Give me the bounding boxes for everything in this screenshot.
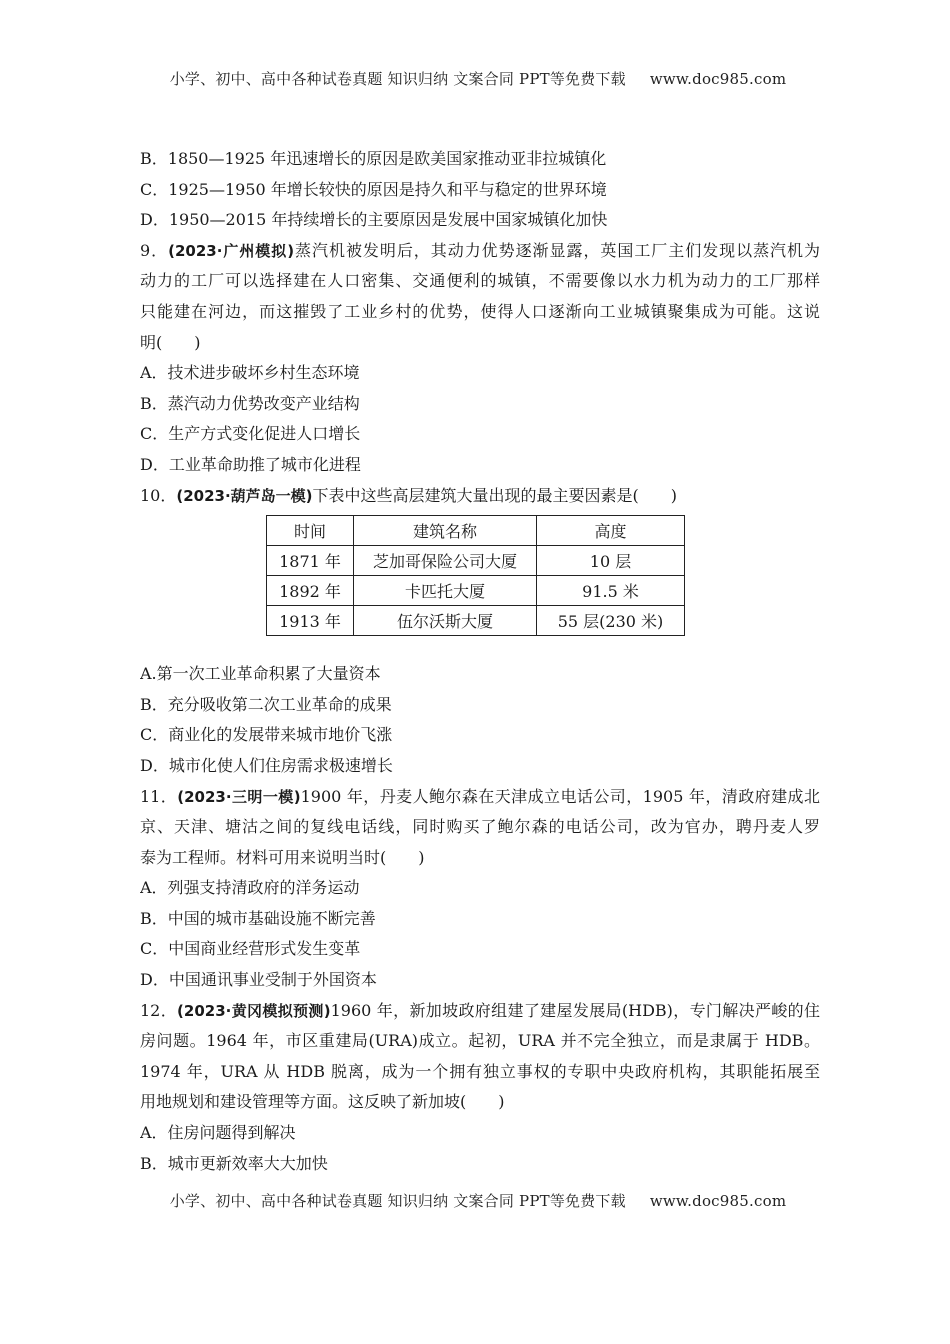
- q11-option-a: A．列强支持清政府的洋务运动: [140, 878, 360, 898]
- table-cell: 10 层: [537, 546, 685, 576]
- q11-number: 11．: [140, 786, 178, 806]
- q11-option-c: C．中国商业经营形式发生变革: [140, 939, 361, 959]
- header-text: 小学、初中、高中各种试卷真题 知识归纳 文案合同 PPT等免费下载: [169, 70, 626, 88]
- q9-option-a: A．技术进步破坏乡村生态环境: [140, 363, 360, 383]
- q8-option-c: C．1925—1950 年增长较快的原因是持久和平与稳定的世界环境: [140, 179, 607, 199]
- q12-source: (2023·黄冈模拟预测): [177, 1001, 331, 1020]
- q12-stem-line-1: [140, 996, 820, 1027]
- q11-source: (2023·三明一模): [177, 787, 301, 806]
- table-cell: 卡匹托大厦: [354, 576, 537, 606]
- q11-stem-line-1: [140, 782, 820, 813]
- q10-option-c: C．商业化的发展带来城市地价飞涨: [140, 725, 393, 745]
- q11-text-1: 1900 年，丹麦人鲍尔森在天津成立电话公司，1905 年，清政府建成北: [300, 786, 820, 806]
- buildings-table: [266, 515, 685, 636]
- table-cell: 芝加哥保险公司大厦: [354, 546, 537, 576]
- table-header-cell: 高度: [537, 516, 685, 546]
- q9-stem-line-2: 动力的工厂可以选择建在人口密集、交通便利的城镇，不需要像以水力机为动力的工厂那样: [140, 271, 820, 291]
- page-footer: [0, 1190, 950, 1211]
- q9-stem-line-3: 只能建在河边，而这摧毁了工业乡村的优势，使得人口逐渐向工业城镇聚集成为可能。这说: [140, 301, 820, 321]
- q12-option-b: B．城市更新效率大大加快: [140, 1153, 328, 1173]
- q9-text-1: 蒸汽机被发明后，其动力优势逐渐显露，英国工厂主们发现以蒸汽机为: [294, 240, 820, 260]
- q9-stem-line-4: 明( ): [140, 332, 201, 352]
- table-cell: 1871 年: [267, 546, 354, 576]
- q10-source: (2023·葫芦岛一模): [176, 486, 313, 505]
- q9-stem-line-1: [140, 236, 820, 267]
- q9-option-c: C．生产方式变化促进人口增长: [140, 424, 361, 444]
- q11-stem-line-2: 京、天津、塘沽之间的复线电话线，同时购买了鲍尔森的电话公司，改为官办，聘丹麦人罗: [140, 817, 820, 837]
- q8-option-d: D．1950—2015 年持续增长的主要原因是发展中国家城镇化加快: [140, 210, 608, 230]
- q10-option-d: D．城市化使人们住房需求极速增长: [140, 755, 393, 775]
- footer-site: www.doc985.com: [649, 1192, 787, 1210]
- table-cell: 55 层(230 米): [537, 606, 685, 636]
- q12-stem-line-2: 房问题。1964 年，市区重建局(URA)成立。起初，URA 并不完全独立，而是隶属于 HDB。: [140, 1031, 820, 1051]
- q9-source: (2023·广州模拟): [168, 241, 295, 260]
- q12-option-a: A．住房问题得到解决: [140, 1123, 296, 1143]
- table-cell: 伍尔沃斯大厦: [354, 606, 537, 636]
- q8-option-b: B．1850—1925 年迅速增长的原因是欧美国家推动亚非拉城镇化: [140, 149, 607, 168]
- q11-option-d: D．中国通讯事业受制于外国资本: [140, 970, 377, 990]
- table-header-cell: 时间: [267, 516, 354, 546]
- q10-text: 下表中这些高层建筑大量出现的最主要因素是( ): [312, 485, 678, 505]
- q9-option-b: B．蒸汽动力优势改变产业结构: [140, 393, 360, 413]
- q10-option-b: B．充分吸收第二次工业革命的成果: [140, 694, 392, 714]
- table-header-row: [267, 516, 685, 546]
- table-cell: 91.5 米: [537, 576, 685, 606]
- footer-text: 小学、初中、高中各种试卷真题 知识归纳 文案合同 PPT等免费下载: [169, 1192, 626, 1210]
- q12-stem-line-4: 用地规划和建设管理等方面。这反映了新加坡( ): [140, 1092, 505, 1112]
- q12-text-1: 1960 年，新加坡政府组建了建屋发展局(HDB)，专门解决严峻的住: [330, 1000, 820, 1020]
- question-content: [140, 144, 820, 1179]
- table-row: [267, 576, 685, 606]
- q10-stem: [140, 481, 820, 512]
- q12-number: 12．: [140, 1000, 178, 1020]
- header-site: www.doc985.com: [649, 70, 787, 88]
- table-row: [267, 546, 685, 576]
- table-row: [267, 606, 685, 636]
- table-header-cell: 建筑名称: [354, 516, 537, 546]
- page-header: [0, 68, 950, 89]
- q10-number: 10．: [140, 485, 177, 505]
- q12-stem-line-3: 1974 年，URA 从 HDB 脱离，成为一个拥有独立事权的专职中央政府机构，其职能拓展至: [140, 1061, 820, 1081]
- q10-option-a: A.第一次工业革命积累了大量资本: [140, 664, 381, 684]
- q11-option-b: B．中国的城市基础设施不断完善: [140, 908, 376, 928]
- table-cell: 1892 年: [267, 576, 354, 606]
- q11-stem-line-3: 泰为工程师。材料可用来说明当时( ): [140, 847, 425, 867]
- table-cell: 1913 年: [267, 606, 354, 636]
- q9-option-d: D．工业革命助推了城市化进程: [140, 454, 361, 474]
- q10-table-wrapper: [266, 515, 820, 636]
- q9-number: 9．: [140, 240, 169, 260]
